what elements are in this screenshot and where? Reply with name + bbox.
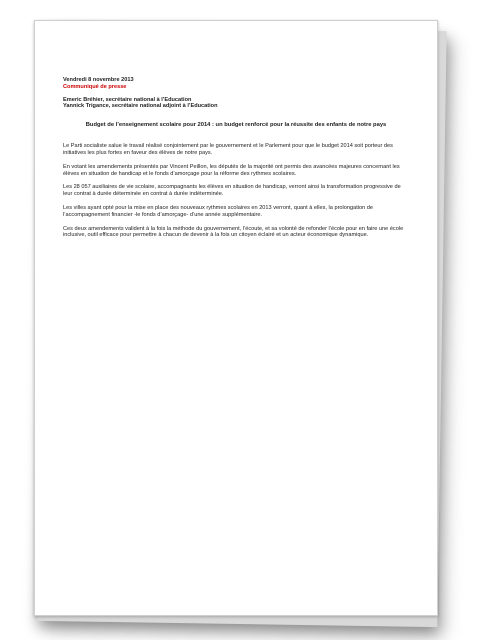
author-line: Yannick Trigance, secrétaire national adjoint à l’Education [63,103,218,110]
body-paragraph: Les 28 057 auxiliaires de vie scolaire, accompagnants les élèves en situation de handicap, verront ainsi la transformation progressive de leur contrat à durée déterminée en contrat à durée indéterminée. [63,184,401,198]
body-paragraph: Le Parti socialiste salue le travail réalisé conjointement par le gouvernement et le Parlement pour que le budget 2014 soit porteur des initiatives les plus fortes en faveur des élèves de notre pays. [63,143,393,156]
body-paragraph: Les villes ayant opté pour la mise en place des nouveaux rythmes scolaires en 2013 verront, quant à elles, la prolongation de l’accompagnement financier -le fonds d’amorçage- d’une année supplémentaire. [63,204,374,218]
document-headline: Budget de l’enseignement scolaire pour 2014 : un budget renforcé pour la réussite des enfants de notre pays [85,122,387,129]
body-paragraph: Ces deux amendements valident à la fois la méthode du gouvernement, l’écoute, et sa volonté de refonder l’école pour en faire une école inclusive, outil efficace pour permettre à chacun de devenir à la fois un citoyen éclairé et un acteur économique dynamique. [63,225,404,239]
document-type: Communiqué de presse [63,83,127,90]
document-page [34,20,438,616]
author-line: Emeric Bréhier, secrétaire national à l’Education [63,96,192,103]
document-date: Vendredi 8 novembre 2013 [63,77,134,83]
page-content [63,77,409,246]
body-paragraph: En votant les amendements présentés par Vincent Peillon, les députés de la majorité ont permis des avancées majeures concernant les élèves en situation de handicap et le fonds d’amorçage pour la réforme des rythmes scolaires. [63,163,400,177]
